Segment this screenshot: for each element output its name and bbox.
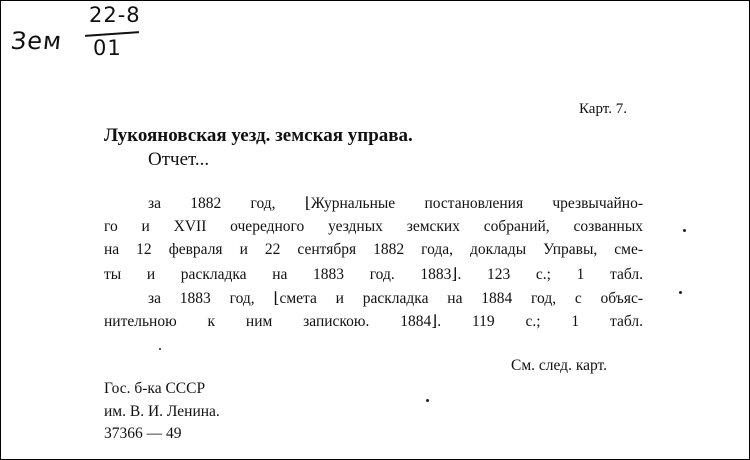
handwritten-shelfmark-prefix: Зем: [9, 27, 64, 55]
card-number: Карт. 7.: [579, 101, 627, 117]
body-line-3: на 12 февраля и 22 сентября 1882 года, доклады Управы, сме-: [104, 241, 643, 258]
speck-mark: [679, 291, 682, 294]
card-subtitle: Отчет...: [148, 149, 210, 170]
body-line-4: ты и раскладка на 1883 год. 1883⌋. 123 с.; 1 табл.: [104, 266, 643, 283]
card-title: Лукояновская уезд. земская управа.: [104, 125, 413, 146]
speck-mark: [683, 229, 686, 232]
speck-mark: [426, 399, 429, 402]
library-stamp-line-3: 37366 — 49: [104, 425, 182, 442]
body-line-6: нительною к ним запискою. 1884⌋. 119 с.; 1 табл.: [104, 313, 643, 330]
handwritten-shelfmark-denominator: 01: [93, 36, 122, 60]
library-stamp-line-1: Гос. б-ка СССР: [104, 380, 206, 397]
body-line-1: за 1882 год, ⌊Журнальные постановления чрезвычайно-: [148, 195, 643, 212]
see-next-card-note: См. след. карт.: [511, 357, 608, 374]
body-line-5: за 1883 год, ⌊смета и раскладка на 1884 год, с объяс-: [148, 290, 643, 307]
body-line-2: го и XVII очередного уездных земских собраний, созванных: [104, 218, 643, 235]
library-stamp-line-2: им. В. И. Ленина.: [104, 403, 220, 420]
handwritten-shelfmark-numerator: 22-8: [89, 3, 141, 27]
speck-mark: [159, 348, 161, 350]
